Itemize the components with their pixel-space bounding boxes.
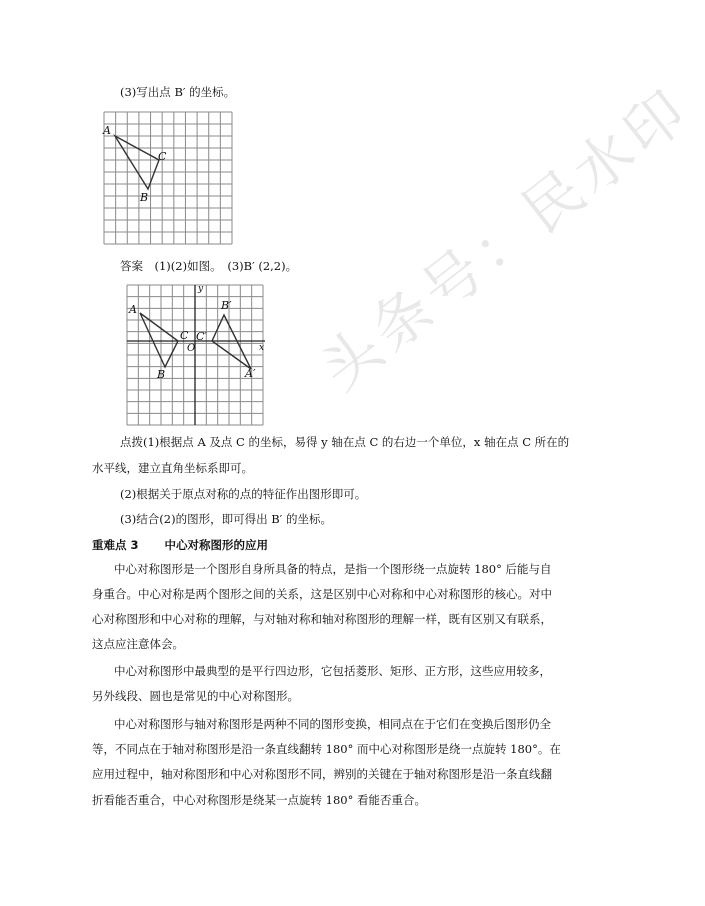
- fig1-label-a: A: [103, 124, 111, 137]
- para-1-line-4: 这点应注意体会。: [92, 637, 184, 651]
- hint-line-3: (2)根据关于原点对称的点的特征作出图形即可。: [120, 487, 367, 501]
- fig1-label-c: C: [158, 150, 167, 163]
- para-2-line-1: 中心对称图形中最典型的是平行四边形，它包括菱形、矩形、正方形，这些应用较多，: [114, 664, 551, 678]
- para-3-line-3: 应用过程中，轴对称图形和中心对称图形不同，辨别的关键在于轴对称图形是沿一条直线翻: [92, 767, 552, 781]
- answer-line: 答案 (1)(2)如图。 (3)B′ (2,2)。: [120, 259, 298, 273]
- section-label: 重难点 3: [92, 538, 139, 552]
- fig2-label-b: B: [157, 368, 166, 381]
- fig1-label-b: B: [140, 191, 149, 204]
- figure-coordinate-answer: [120, 282, 270, 428]
- fig2-label-y: y: [198, 284, 204, 294]
- hint-line-1: 点拨(1)根据点 A 及点 C 的坐标，易得 y 轴在点 C 的右边一个单位，x 轴在点 C 所在的: [120, 435, 570, 449]
- figure-grid-original: [100, 108, 236, 248]
- watermark-text: 头条号：民水印: [308, 74, 703, 404]
- para-3-line-4: 折看能否重合，中心对称图形是绕某一点旋转 180° 看能否重合。: [92, 793, 427, 807]
- section-heading: [92, 537, 268, 553]
- hint-line-2: 水平线，建立直角坐标系即可。: [92, 461, 253, 475]
- fig2-label-x: x: [259, 343, 265, 353]
- fig2-label-a-prime: A′: [245, 367, 256, 380]
- triangle-abc: [115, 136, 159, 189]
- fig2-label-o: O: [187, 343, 196, 354]
- para-1-line-2: 身重合。中心对称是两个图形之间的关系，这是区别中心对称和中心对称图形的核心。对中: [92, 587, 552, 601]
- para-3-line-2: 等，不同点在于轴对称图形是沿一条直线翻转 180° 而中心对称图形是绕一点旋转 180°。在: [92, 742, 561, 756]
- fig2-label-c-prime: C′: [196, 330, 207, 343]
- fig2-label-c: C: [180, 329, 189, 342]
- fig2-label-b-prime: B′: [221, 299, 232, 312]
- question-3: (3)写出点 B′ 的坐标。: [120, 85, 236, 99]
- para-1-line-3: 心对称图形和中心对称的理解，与对轴对称和轴对称图形的理解一样，既有区别又有联系，: [92, 612, 552, 626]
- para-1-line-1: 中心对称图形是一个图形自身所具备的特点，是指一个图形绕一点旋转 180° 后能与自: [114, 562, 552, 576]
- hint-line-4: (3)结合(2)的图形，即可得出 B′ 的坐标。: [120, 512, 332, 526]
- section-title: 中心对称图形的应用: [164, 538, 269, 552]
- para-3-line-1: 中心对称图形与轴对称图形是两种不同的图形变换，相同点在于它们在变换后图形仍全: [114, 717, 551, 731]
- fig2-label-a: A: [129, 303, 137, 316]
- para-2-line-2: 另外线段、圆也是常见的中心对称图形。: [92, 689, 299, 703]
